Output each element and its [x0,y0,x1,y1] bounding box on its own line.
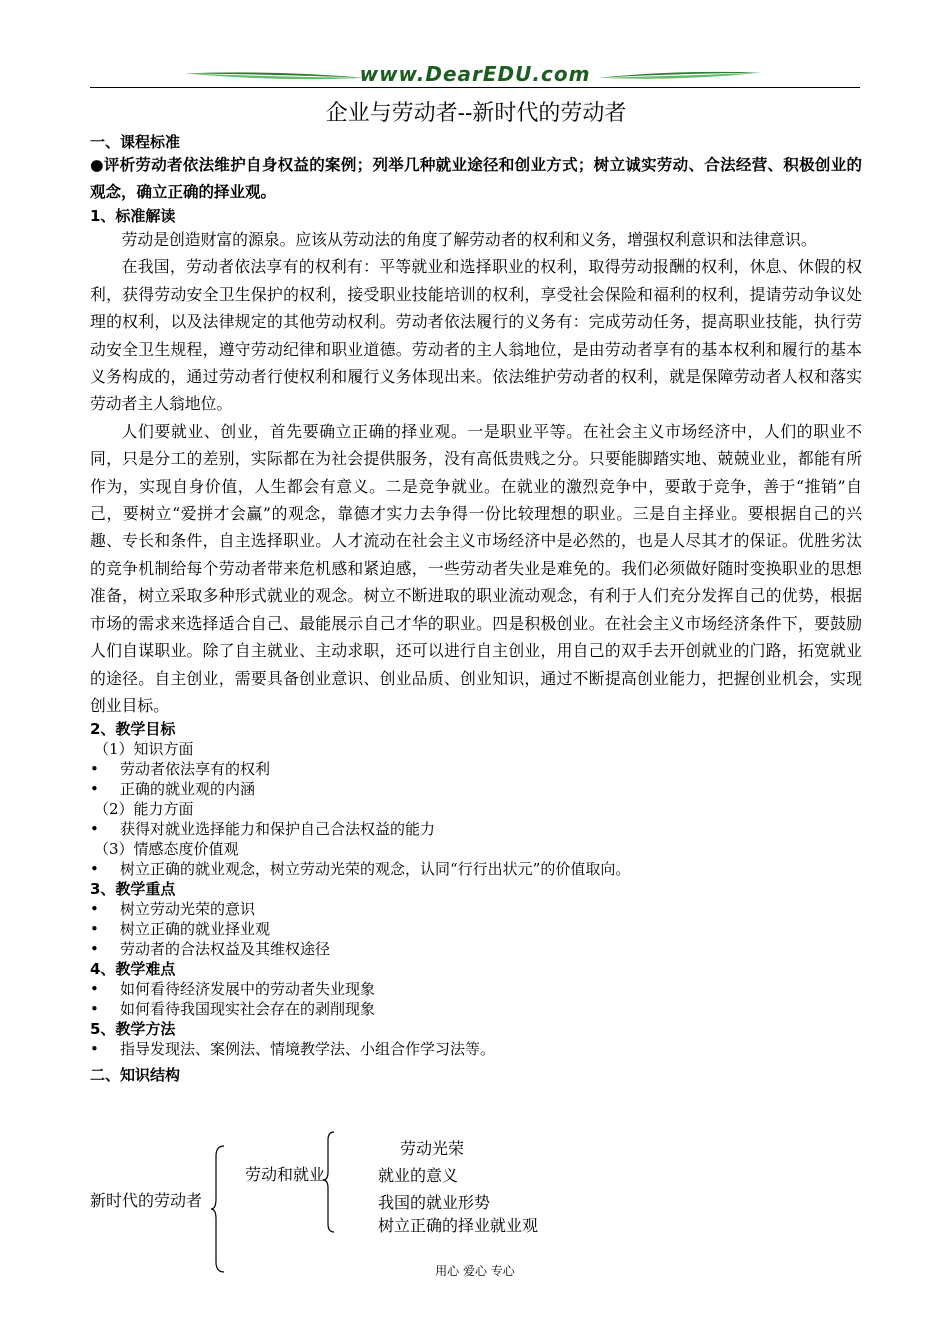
list-item-text: 树立正确的就业观念，树立劳动光荣的观念，认同“行行出状元”的价值取向。 [120,860,631,879]
document-body [90,98,862,1085]
list-item-text: 树立劳动光荣的意识 [120,900,256,919]
page-title: 企业与劳动者--新时代的劳动者 [325,101,627,126]
bullet-icon: • [90,860,99,879]
list-item-text: 树立正确的就业择业观 [120,920,271,939]
list-item-text: 劳动者依法享有的权利 [120,760,271,779]
list-item [90,919,862,939]
tree-root: 新时代的劳动者 [90,1191,203,1210]
tree-leaf: 树立正确的择业就业观 [378,1216,539,1235]
paragraph-intro: 劳动是创造财富的源泉。应该从劳动法的角度了解劳动者的权利和义务，增强权利意识和法律意识。 [121,230,817,249]
bullet-icon: • [90,780,99,799]
bullet-icon: • [90,980,99,999]
heading-difficult-points: 4、教学难点 [90,960,176,979]
site-url[interactable]: www.DearEDU.com [359,62,591,86]
tree-leaf: 劳动光荣 [400,1139,465,1158]
bullet-icon: • [90,1000,99,1019]
heading-goals: 2、教学目标 [90,720,176,739]
bullet-icon: • [90,820,99,839]
heading-key-points: 3、教学重点 [90,880,176,899]
bullet-icon: • [90,940,99,959]
tree-leaf: 就业的意义 [378,1166,459,1185]
paragraph-rights: 在我国，劳动者依法享有的权利有：平等就业和选择职业的权利，取得劳动报酬的权利，休息、休假的权利，获得劳动安全卫生保护的权利，接受职业技能培训的权利，享受社会保险和福利的权利，提请劳动争议处理的权利，以及法律规定的其他劳动权利。劳动者依法履行的义务有：完成劳动任务，提高职业技能，执行劳动安全卫生规程，遵守劳动纪律和职业道德。劳动者的主人翁地位，是由劳动者享有的基本权利和履行的基本义务构成的，通过劳动者行使权利和履行义务体现出来。依法维护劳动者的权利，就是保障劳动者人权和落实劳动者主人翁地位。 [90,257,862,414]
list-item-text: 如何看待经济发展中的劳动者失业现象 [120,980,376,999]
heading-interpretation: 1、标准解读 [90,207,176,225]
heading-methods: 5、教学方法 [90,1020,176,1039]
subheading-ability: （2）能力方面 [94,800,194,819]
brace-icon [210,1144,230,1274]
right-swoosh-icon [585,70,775,82]
section-heading-structure: 二、知识结构 [90,1066,181,1085]
bullet-icon: • [90,1040,99,1059]
header-divider [90,87,860,88]
paragraph-employment: 人们要就业、创业，首先要确立正确的择业观。一是职业平等。在社会主义市场经济中，人们的职业不同，只是分工的差别，实际都在为社会提供服务，没有高低贵贱之分。只要能脚踏实地、兢兢业业，都能有所作为，实现自身价值，人生都会有意义。二是竞争就业。在就业的激烈竞争中，要敢于竞争，善于“推销”自己，要树立“爱拼才会赢”的观念，靠德才实力去争得一份比较理想的职业。三是自主择业。要根据自己的兴趣、专长和条件，自主选择职业。人才流动在社会主义市场经济中是必然的，也是人尽其才的保证。优胜劣汰的竞争机制给每个劳动者带来危机感和紧迫感，一些劳动者失业是难免的。我们必须做好随时变换职业的思想准备，树立采取多种形式就业的观念。树立不断进取的职业流动观念，有利于人们充分发挥自己的优势，根据市场的需求来选择适合自己、最能展示自己才华的职业。四是积极创业。在社会主义市场经济条件下，要鼓励人们自谋职业。除了自主就业、主动求职，还可以进行自主创业，用自己的双手去开创就业的门路，拓宽就业的途径。自主创业，需要具备创业意识、创业品质、创业知识，通过不断提高创业能力，把握创业机会，实现创业目标。 [90,421,862,715]
list-item [90,1039,862,1059]
standard-text: ●评析劳动者依法维护自身权益的案例；列举几种就业途径和创业方式；树立诚实劳动、合法经营、积极创业的观念，确立正确的择业观。 [90,156,862,201]
tree-branch: 劳动和就业 [245,1165,326,1184]
bullet-icon: • [90,760,99,779]
list-item-text: 劳动者的合法权益及其维权途径 [120,940,331,959]
list-item [90,979,862,999]
subheading-knowledge: （1）知识方面 [94,740,194,759]
tree-leaf: 我国的就业形势 [378,1193,491,1212]
bullet-icon: • [90,900,99,919]
list-item-text: 指导发现法、案例法、情境教学法、小组合作学习法等。 [120,1040,496,1059]
site-header [90,60,860,92]
list-item [90,899,862,919]
list-item-text: 获得对就业选择能力和保护自己合法权益的能力 [120,820,436,839]
list-item [90,759,862,779]
subheading-attitude: （3）情感态度价值观 [94,840,239,859]
list-item-text: 正确的就业观的内涵 [120,780,256,799]
list-item [90,999,862,1019]
section-heading-standard: 一、课程标准 [90,133,181,151]
list-item [90,819,862,839]
list-item [90,779,862,799]
list-item [90,859,862,879]
knowledge-structure-diagram [90,1130,610,1280]
list-item [90,939,862,959]
page-footer: 用心 爱心 专心 [435,1264,515,1278]
list-item-text: 如何看待我国现实社会存在的剥削现象 [120,1000,376,1019]
bullet-icon: • [90,920,99,939]
